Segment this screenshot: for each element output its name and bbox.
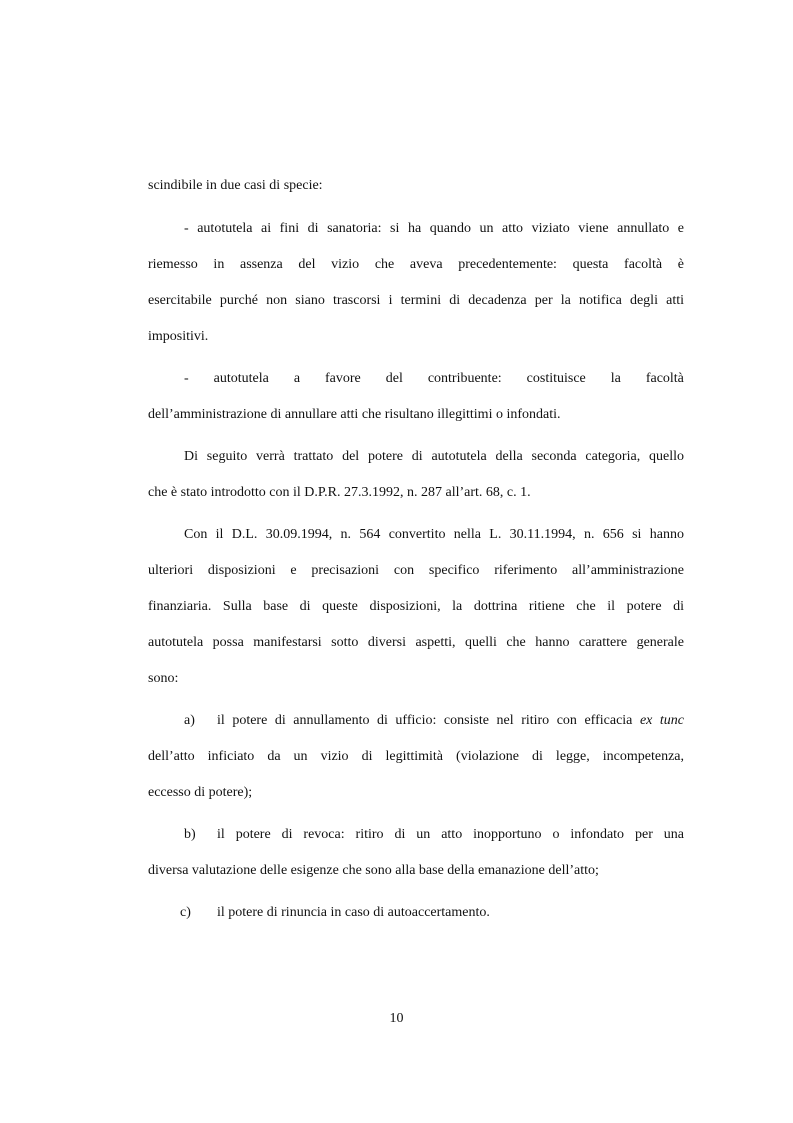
intro-line: scindibile in due casi di specie:: [148, 178, 323, 193]
word: a: [293, 371, 301, 386]
word: del: [385, 371, 403, 386]
word: la: [610, 371, 621, 386]
word: costituisce: [526, 371, 586, 386]
list-item-text: il potere di annullamento di ufficio: consiste nel ritiro con efficacia: [217, 713, 633, 728]
paragraph-line: che è stato introdotto con il D.P.R. 27.3.1992, n. 287 all’art. 68, c. 1.: [148, 485, 531, 500]
paragraph-line: esercitabile purché non siano trascorsi i termini di decadenza per la notifica degli atti: [148, 293, 684, 308]
word: contribuente:: [427, 371, 502, 386]
paragraph-line: ulteriori disposizioni e precisazioni con specifico riferimento all’amministrazione: [148, 563, 684, 578]
list-label: c): [180, 905, 191, 920]
paragraph-line: autotutela possa manifestarsi sotto diversi aspetti, quelli che hanno carattere generale: [148, 635, 684, 650]
paragraph-line: Di seguito verrà trattato del potere di autotutela della seconda categoria, quello: [184, 449, 684, 464]
list-item-line: il potere di rinuncia in caso di autoaccertamento.: [217, 905, 490, 920]
list-item-line: diversa valutazione delle esigenze che sono alla base della emanazione dell’atto;: [148, 863, 599, 878]
page-number: 10: [389, 1011, 404, 1026]
list-item-line: dell’atto inficiato da un vizio di legittimità (violazione di legge, incompetenza,: [148, 749, 684, 764]
word: favore: [325, 371, 361, 386]
list-item-line: [217, 712, 684, 730]
paragraph-line: [184, 370, 684, 388]
paragraph-line: Con il D.L. 30.09.1994, n. 564 convertito nella L. 30.11.1994, n. 656 si hanno: [184, 527, 684, 542]
paragraph-line: impositivi.: [148, 329, 209, 344]
word: autotutela: [213, 371, 269, 386]
list-item-line: il potere di revoca: ritiro di un atto inopportuno o infondato per una: [217, 827, 684, 842]
list-label: a): [184, 713, 195, 728]
list-label: b): [184, 827, 196, 842]
list-item-line: eccesso di potere);: [148, 785, 253, 800]
word: facoltà: [645, 371, 684, 386]
paragraph-line: riemesso in assenza del vizio che aveva precedentemente: questa facoltà è: [148, 257, 684, 272]
paragraph-line: finanziaria. Sulla base di queste disposizioni, la dottrina ritiene che il potere di: [148, 599, 684, 614]
italic-term: ex tunc: [639, 713, 685, 728]
paragraph-line: - autotutela ai fini di sanatoria: si ha quando un atto viziato viene annullato e: [184, 221, 684, 236]
paragraph-line: sono:: [148, 671, 179, 686]
word: -: [184, 371, 189, 386]
paragraph-line: dell’amministrazione di annullare atti che risultano illegittimi o infondati.: [148, 407, 561, 422]
